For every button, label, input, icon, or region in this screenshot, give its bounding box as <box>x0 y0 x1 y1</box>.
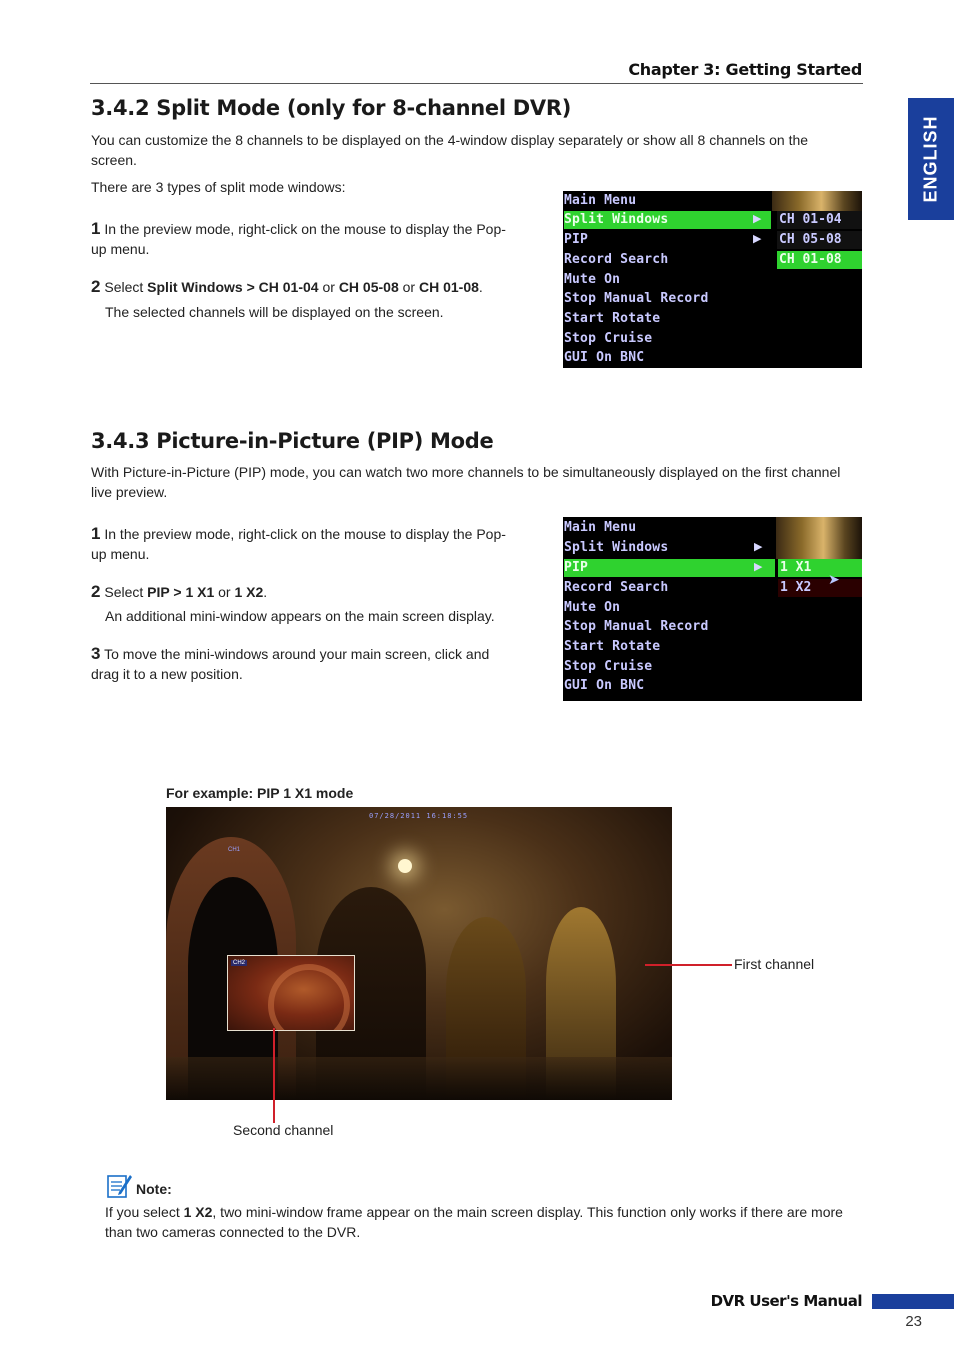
menu-item-main-menu: Main Menu <box>564 520 637 535</box>
menu-item-gui-on-bnc: GUI On BNC <box>564 678 645 693</box>
section-title-split: 3.4.2 Split Mode (only for 8-channel DVR) <box>91 96 572 120</box>
step-text: In the preview mode, right-click on the mouse to display the Pop-up menu. <box>91 526 506 562</box>
chapter-title: Chapter 3: Getting Started <box>628 60 862 79</box>
menu-item-stop-cruise: Stop Cruise <box>564 659 653 674</box>
split-step-2 <box>91 277 531 298</box>
menu-item-mute: Mute On <box>564 600 621 615</box>
lamp <box>398 859 412 873</box>
menu-item-mute: Mute On <box>564 272 621 287</box>
channel-label-ch1: CH1 <box>228 847 241 853</box>
submenu-arrow-icon: ▶ <box>753 213 762 225</box>
menu-item-stop-cruise: Stop Cruise <box>564 331 653 346</box>
submenu-arrow-icon: ▶ <box>754 561 763 573</box>
step-number: 2 <box>91 277 101 296</box>
step-text: or <box>318 279 339 295</box>
menu-item-start-rotate: Start Rotate <box>564 311 661 326</box>
split-menu-screenshot <box>563 191 862 368</box>
note-text-part: , two mini-window frame appear on the main screen display. This function only works if there are more than two cameras connected to the DVR. <box>105 1204 843 1240</box>
stair-spiral <box>268 964 350 1031</box>
footer-accent-bar <box>872 1294 954 1309</box>
pip-step-1 <box>91 524 511 564</box>
note-text-part: If you select <box>105 1204 184 1220</box>
menu-item-record-search: Record Search <box>564 252 669 267</box>
submenu-1x1: 1 X1 <box>778 559 862 577</box>
menu-item-gui-on-bnc: GUI On BNC <box>564 350 645 365</box>
note-icon <box>105 1172 133 1200</box>
step-text: Select <box>104 584 148 600</box>
step-text: Select <box>104 279 148 295</box>
step-bold: CH 01-08 <box>418 279 479 295</box>
channel-label-ch2: CH2 <box>233 960 246 966</box>
callout-line-second-channel <box>273 1028 275 1123</box>
floor <box>166 1057 672 1100</box>
step-bold: CH 05-08 <box>338 279 399 295</box>
pip-step-2 <box>91 582 531 603</box>
first-channel-photo <box>166 807 672 1100</box>
submenu-ch-05-08: CH 05-08 <box>777 231 862 249</box>
header-rule <box>90 83 863 84</box>
menu-item-stop-manual-record: Stop Manual Record <box>564 619 709 634</box>
split-intro: You can customize the 8 channels to be displayed on the 4-window display separately or show all 8 channels on the screen. <box>91 132 809 168</box>
section-title-pip: 3.4.3 Picture-in-Picture (PIP) Mode <box>91 429 494 453</box>
step-bold: 1 X2 <box>234 584 264 600</box>
submenu-arrow-icon: ▶ <box>753 233 762 245</box>
note-bold: 1 X2 <box>183 1204 213 1220</box>
timestamp: 07/28/2011 16:18:55 <box>369 812 469 820</box>
menu-item-record-search: Record Search <box>564 580 669 595</box>
split-step-1 <box>91 219 511 259</box>
step-bold: Split Windows > CH 01-04 <box>147 279 319 295</box>
submenu-ch-01-08: CH 01-08 <box>777 251 862 269</box>
menu-item-split-windows: Split Windows <box>564 540 669 555</box>
background-photo <box>772 191 862 211</box>
step-text: In the preview mode, right-click on the mouse to display the Pop-up menu. <box>91 221 506 257</box>
language-tab <box>908 98 954 220</box>
menu-item-start-rotate: Start Rotate <box>564 639 661 654</box>
split-step-2-line2: The selected channels will be displayed on the screen. <box>105 304 444 320</box>
language-tab-label: ENGLISH <box>920 115 941 203</box>
step-text: . <box>478 279 483 295</box>
submenu-ch-01-04: CH 01-04 <box>777 211 862 229</box>
note-label: Note: <box>136 1181 172 1197</box>
step-text: . <box>263 584 268 600</box>
callout-line-first-channel <box>645 964 732 966</box>
callout-second-channel: Second channel <box>233 1122 334 1138</box>
pip-menu-screenshot <box>563 517 862 701</box>
step-text: or <box>398 279 419 295</box>
step-bold: PIP > 1 X1 <box>147 584 215 600</box>
step-text: To move the mini-windows around your main screen, click and drag it to a new position. <box>91 646 490 682</box>
pip-intro: With Picture-in-Picture (PIP) mode, you can watch two more channels to be simultaneously displayed on the first channel live preview. <box>91 464 841 500</box>
menu-item-main-menu: Main Menu <box>564 193 637 208</box>
background-photo <box>776 517 862 559</box>
menu-item-pip: PIP <box>564 559 775 577</box>
menu-item-split-windows: Split Windows <box>564 211 771 229</box>
page-number: 23 <box>905 1313 922 1330</box>
step-number: 1 <box>91 219 101 238</box>
mouse-cursor-icon: ➤ <box>828 571 840 587</box>
split-types: There are 3 types of split mode windows: <box>91 179 346 195</box>
second-channel-mini-window[interactable] <box>227 955 355 1031</box>
menu-item-stop-manual-record: Stop Manual Record <box>564 291 709 306</box>
submenu-1x2: 1 X2 <box>778 579 862 597</box>
step-number: 3 <box>91 644 101 663</box>
note-text <box>105 1203 865 1242</box>
pip-step-3 <box>91 644 521 684</box>
step-text: or <box>214 584 235 600</box>
menu-item-pip: PIP <box>564 232 589 247</box>
example-caption: For example: PIP 1 X1 mode <box>166 785 354 801</box>
pip-step-2-line2: An additional mini-window appears on the main screen display. <box>105 608 495 624</box>
step-number: 2 <box>91 582 101 601</box>
step-number: 1 <box>91 524 101 543</box>
callout-first-channel: First channel <box>734 956 815 972</box>
footer-manual-title: DVR User's Manual <box>710 1292 862 1310</box>
submenu-arrow-icon: ▶ <box>754 541 763 553</box>
